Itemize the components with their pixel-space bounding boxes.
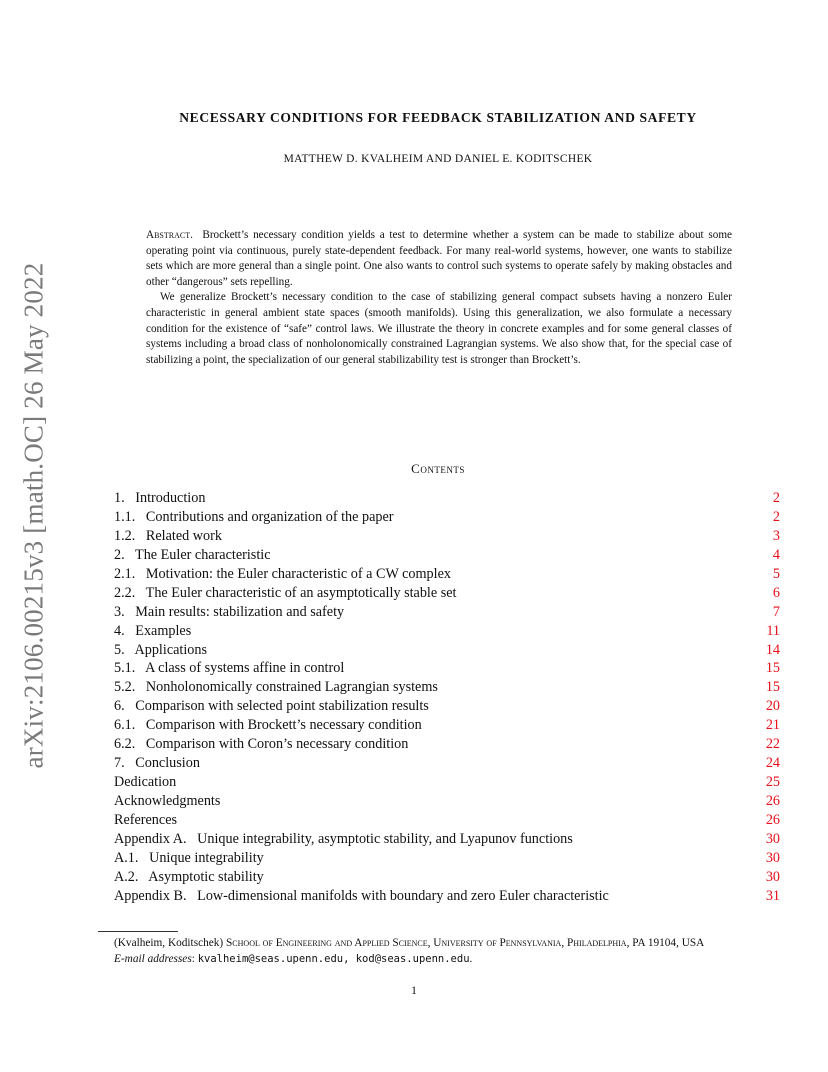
table-of-contents [114,489,780,906]
toc-entry[interactable] [114,887,780,906]
toc-entry[interactable] [114,659,780,678]
abstract-label: Abstract. [146,229,193,241]
toc-entry[interactable] [114,584,780,603]
toc-page-link[interactable]: 3 [772,527,780,544]
affiliation-line [98,935,780,951]
toc-entry-label: A.2. Asymptotic stability [114,868,264,885]
toc-page-link[interactable]: 7 [772,603,780,620]
toc-page-link[interactable]: 21 [765,717,780,734]
abstract-paragraph-1 [146,228,732,290]
page-number: 1 [411,985,417,997]
toc-entry[interactable] [114,792,780,811]
abstract-paragraph-2: We generalize Brockett’s necessary condition to the case of stabilizing general compact subsets having a nonzero Euler characteristic in general ambient state spaces (smooth manifolds). Using this generalization, we also formulate a necessary condition for the existence of “safe” control laws. We illustrate the theory in concrete examples and for some general classes of systems including a broad class of nonholonomically constrained Lagrangian systems. We also show that, for the special case of stabilizing a point, the specialization of our general stabilizability test is stronger than Brockett’s. [146,291,732,366]
toc-page-link[interactable]: 14 [765,641,780,658]
toc-entry[interactable] [114,773,780,792]
toc-page-link[interactable]: 30 [765,849,780,866]
toc-entry-label: 5. Applications [114,641,208,658]
toc-page-link[interactable]: 2 [772,490,780,506]
toc-page-link[interactable]: 22 [765,736,780,753]
toc-page-link[interactable]: 15 [765,660,780,677]
toc-entry[interactable] [114,603,780,622]
toc-page-link[interactable]: 26 [765,811,780,828]
email-period: . [469,953,473,965]
toc-entry-label: 5.1. A class of systems affine in control [114,660,345,677]
toc-page-link[interactable]: 24 [765,755,780,772]
toc-entry[interactable] [114,565,780,584]
email-addresses[interactable]: kvalheim@seas.upenn.edu, kod@seas.upenn.edu [197,953,470,965]
toc-page-link[interactable]: 15 [765,679,780,696]
toc-entry[interactable] [114,811,780,830]
toc-entry-label: 5.2. Nonholonomically constrained Lagrangian systems [114,679,438,696]
toc-entry[interactable] [114,678,780,697]
toc-entry-label: 6.1. Comparison with Brockett’s necessary condition [114,717,422,734]
contents-heading: Contents [411,461,465,476]
toc-entry[interactable] [114,868,780,887]
toc-entry-label: 2.1. Motivation: the Euler characteristic of a CW complex [114,565,451,582]
toc-entry-label: 4. Examples [114,622,192,639]
toc-entry[interactable] [114,641,780,660]
email-label: E-mail addresses [114,953,192,965]
toc-entry[interactable] [114,830,780,849]
toc-entry[interactable] [114,546,780,565]
toc-page-link[interactable]: 26 [765,793,780,809]
toc-entry-label: Appendix A. Unique integrability, asymptotic stability, and Lyapunov functions [114,830,573,847]
toc-entry-label: 1.1. Contributions and organization of the paper [114,508,394,525]
affiliation-text: School of Engineering and Applied Science, University of Pennsylvania, Philadelphia, PA 19104, USA [226,937,705,949]
toc-entry-label: 7. Conclusion [114,755,200,772]
abstract [146,228,732,368]
toc-entry[interactable] [114,508,780,527]
paper-title: NECESSARY CONDITIONS FOR FEEDBACK STABILIZATION AND SAFETY [179,110,697,125]
toc-entry-label: 6. Comparison with selected point stabilization results [114,698,429,715]
affiliation-names: (Kvalheim, Koditschek) [114,937,224,949]
abstract-text-1: Brockett’s necessary condition yields a test to determine whether a system can be made to stabilize about some operating point via continuous, purely state-dependent feedback. For many real-world systems, however, one wants to stabilize sets which are more general than a single point. One also wants to control such systems to operate safely by making obstacles and other “dangerous” sets repelling. [146,229,733,288]
toc-page-link[interactable]: 30 [765,868,780,885]
toc-entry-label: Acknowledgments [114,793,221,809]
toc-entry[interactable] [114,754,780,773]
toc-entry-label: A.1. Unique integrability [114,849,264,866]
toc-entry-label: 1.2. Related work [114,527,222,544]
toc-page-link[interactable]: 4 [772,546,780,563]
toc-page-link[interactable]: 6 [772,584,780,601]
toc-page-link[interactable]: 11 [766,622,780,639]
toc-entry[interactable] [114,735,780,754]
arxiv-identifier: arXiv:2106.00215v3 [math.OC] 26 May 2022 [18,262,49,768]
toc-entry[interactable] [114,716,780,735]
toc-page-link[interactable]: 25 [765,774,780,791]
toc-entry[interactable] [114,622,780,641]
toc-entry-label: 6.2. Comparison with Coron’s necessary condition [114,736,409,753]
toc-entry[interactable] [114,849,780,868]
toc-entry-label: Appendix B. Low-dimensional manifolds with boundary and zero Euler characteristic [114,887,609,904]
toc-entry-label: 2. The Euler characteristic [114,546,271,563]
footnote [98,935,780,967]
toc-entry-label: Dedication [114,774,177,791]
arxiv-stamp [12,250,56,780]
toc-page-link[interactable]: 31 [765,887,780,904]
toc-page-link[interactable]: 5 [772,565,780,582]
toc-page-link[interactable]: 20 [765,698,780,715]
footnote-rule [98,931,178,932]
toc-entry[interactable] [114,697,780,716]
paper-authors: MATTHEW D. KVALHEIM AND DANIEL E. KODITSCHEK [283,153,593,165]
email-line: E-mail addresses: kvalheim@seas.upenn.edu, kod@seas.upenn.edu. [114,953,473,965]
toc-entry-label: 3. Main results: stabilization and safety [114,603,345,620]
toc-page-link[interactable]: 30 [765,830,780,847]
toc-entry[interactable] [114,527,780,546]
toc-entry-label: References [114,811,178,828]
toc-entry-label: 2.2. The Euler characteristic of an asymptotically stable set [114,584,457,601]
toc-entry[interactable] [114,489,780,508]
toc-page-link[interactable]: 2 [772,508,780,525]
toc-entry-label: 1. Introduction [114,490,206,506]
